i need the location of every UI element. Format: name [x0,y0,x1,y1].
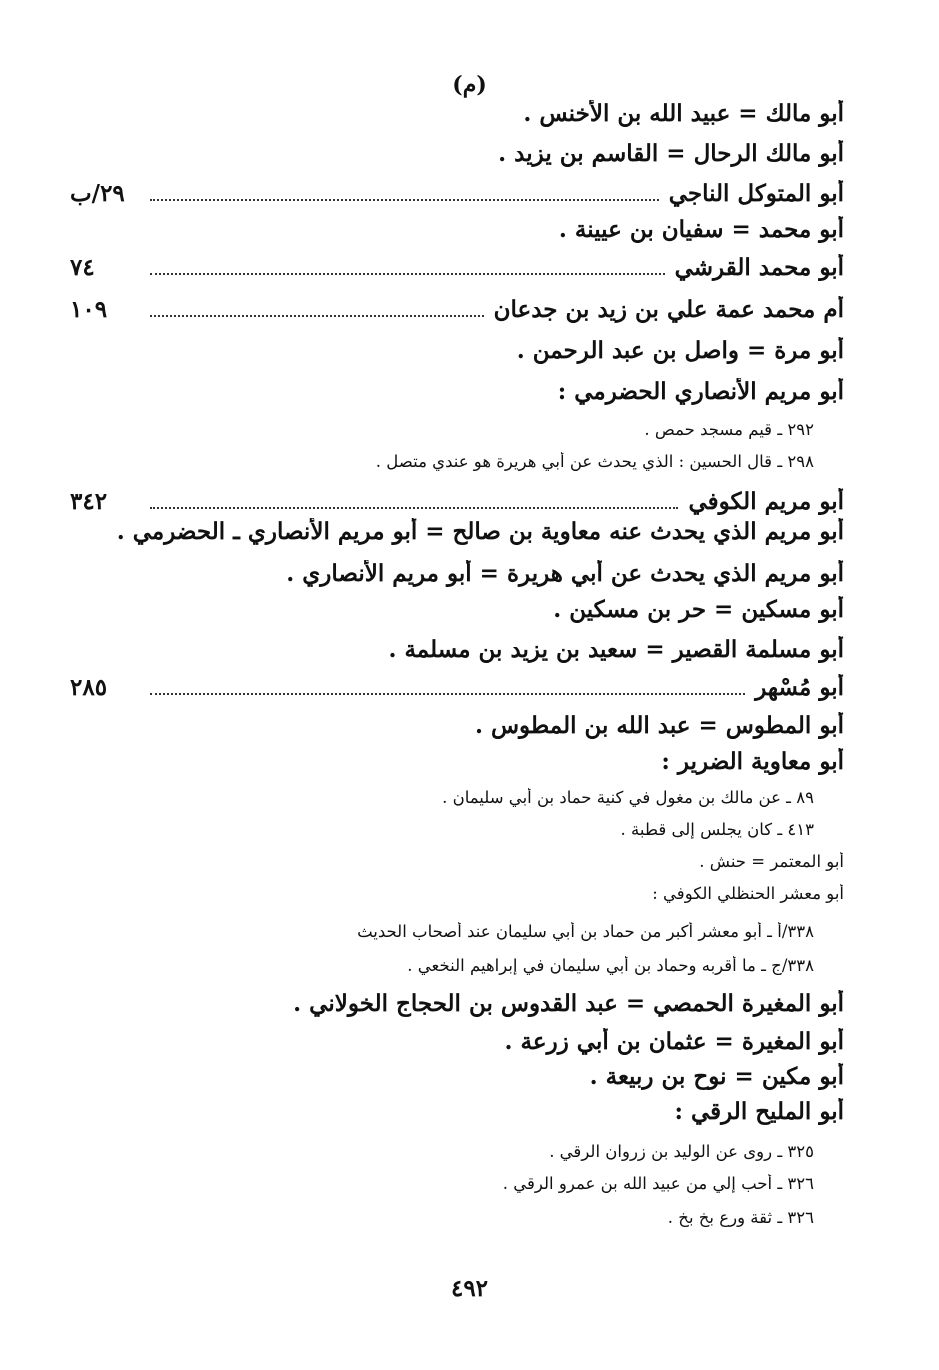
index-entry: أبو مالك الرحال = القاسم بن يزيد . [498,140,844,167]
index-entry: أبو مريم الأنصاري الحضرمي : [557,378,844,405]
entry-ref: ٧٤ [70,254,95,281]
entry-name: أم محمد عمة علي بن زيد بن جدعان [493,296,844,323]
index-entry: أبو المغيرة = عثمان بن أبي زرعة . [504,1028,844,1055]
entry-name: أبو مريم الكوفي [688,488,844,515]
index-entry: أبو المغيرة الحمصي = عبد القدوس بن الحجاج الخولاني . [293,990,844,1017]
index-entry: أبو مسلمة القصير = سعيد بن يزيد بن مسلمة . [388,636,844,663]
index-entry: أبو مالك = عبيد الله بن الأخنس . [523,100,844,127]
leader-dots [150,199,659,201]
entry-ref: ١٠٩ [70,296,108,323]
leader-dots [150,315,484,317]
leader-dots [150,273,665,275]
section-letter-heading: (م) [452,72,487,98]
index-entry: أبو محمد = سفيان بن عيينة . [558,216,844,243]
entry-ref: ٣٤٢ [70,488,108,515]
sub-entry: ٣٢٥ ـ روى عن الوليد بن زروان الرقي . [549,1142,814,1161]
entry-name: أبو المتوكل الناجي [668,180,844,207]
index-entry: أبو المليح الرقي : [674,1098,844,1125]
entry-name: أبو محمد القرشي [674,254,844,281]
sub-entry: ٣٢٦ ـ أحب إلي من عبيد الله بن عمرو الرقي . [502,1174,814,1193]
page-number: ٤٩٢ [450,1275,489,1302]
index-entry: أبو مسكين = حر بن مسكين . [553,596,844,623]
index-entry-small: أبو المعتمر = حنش . [699,852,844,871]
index-entry-with-ref [70,488,844,516]
index-entry-with-ref [70,254,844,282]
index-entry: أبو مرة = واصل بن عبد الرحمن . [516,337,844,364]
index-entry: أبو مريم الذي يحدث عن أبي هريرة = أبو مريم الأنصاري . [286,560,844,587]
sub-entry: ٢٩٢ ـ قيم مسجد حمص . [644,420,814,439]
leader-dots [150,693,745,695]
index-entry-with-ref [70,674,844,702]
sub-entry: ٤١٣ ـ كان يجلس إلى قطبة . [620,820,814,839]
index-entry: أبو المطوس = عبد الله بن المطوس . [474,712,844,739]
index-entry: أبو مريم الذي يحدث عنه معاوية بن صالح = أبو مريم الأنصاري ـ الحضرمي . [116,518,844,545]
sub-entry: ٨٩ ـ عن مالك بن مغول في كنية حماد بن أبي سليمان . [442,788,814,807]
sub-entry: ٣٣٨/أ ـ أبو معشر أكبر من حماد بن أبي سليمان عند أصحاب الحديث [357,922,814,941]
leader-dots [150,507,678,509]
index-entry: أبو مكين = نوح بن ربيعة . [589,1063,844,1090]
sub-entry: ٣٣٨/ج ـ ما أقربه وحماد بن أبي سليمان في إبراهيم النخعي . [407,956,814,975]
sub-entry: ٢٩٨ ـ قال الحسين : الذي يحدث عن أبي هريرة هو عندي متصل . [375,452,814,471]
entry-ref: ٢٨٥ [70,674,108,701]
index-entry-with-ref [70,296,844,324]
sub-entry: ٣٢٦ ـ ثقة ورع بخ بخ . [667,1208,814,1227]
index-entry: أبو معاوية الضرير : [661,748,844,775]
index-entry-small: أبو معشر الحنظلي الكوفي : [652,884,844,903]
index-entry-with-ref [70,180,844,208]
entry-ref: ٢٩/ب [70,180,125,207]
entry-name: أبو مُسْهر [755,674,844,701]
